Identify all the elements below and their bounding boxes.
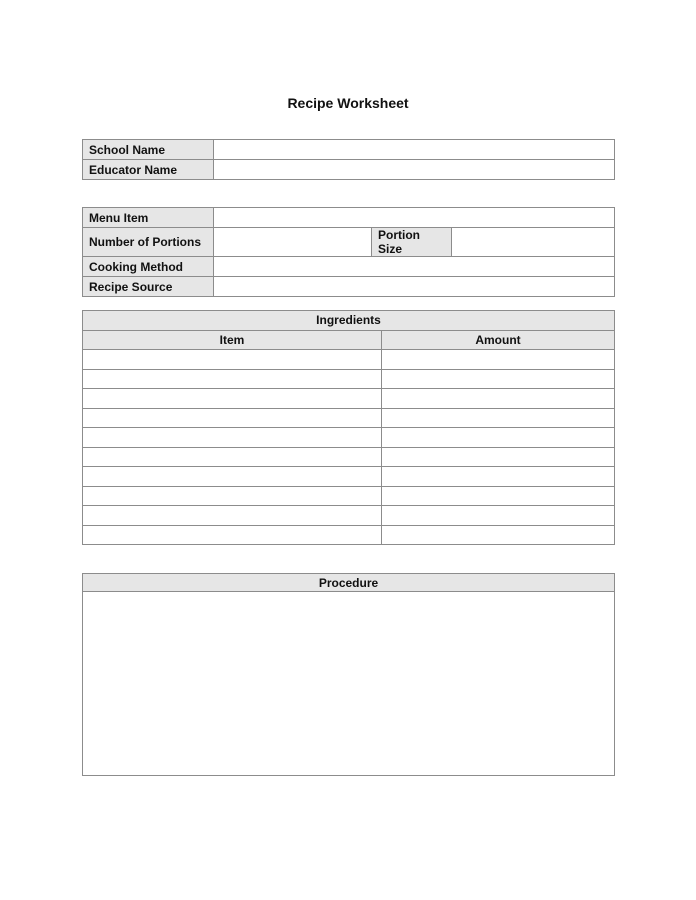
ingredient-item-cell[interactable] xyxy=(83,408,382,428)
ingredient-item-cell[interactable] xyxy=(83,525,382,545)
table-row xyxy=(83,428,615,448)
table-row xyxy=(83,447,615,467)
number-of-portions-field[interactable] xyxy=(214,228,372,257)
page-title: Recipe Worksheet xyxy=(287,95,409,111)
school-name-field[interactable] xyxy=(214,140,615,160)
educator-name-field[interactable] xyxy=(214,160,615,180)
portion-size-label: Portion Size xyxy=(372,228,452,257)
recipe-source-row xyxy=(83,277,615,297)
ingredient-amount-cell[interactable] xyxy=(382,408,615,428)
menu-item-field[interactable] xyxy=(214,208,615,228)
ingredient-amount-cell[interactable] xyxy=(382,428,615,448)
table-row xyxy=(83,369,615,389)
column-header-amount: Amount xyxy=(382,330,615,350)
ingredient-item-cell[interactable] xyxy=(83,447,382,467)
educator-name-label: Educator Name xyxy=(83,160,214,180)
ingredient-item-cell[interactable] xyxy=(83,350,382,370)
educator-name-row xyxy=(83,160,615,180)
ingredient-amount-cell[interactable] xyxy=(382,350,615,370)
portions-row xyxy=(83,228,615,257)
cooking-method-label: Cooking Method xyxy=(83,257,214,277)
procedure-field[interactable] xyxy=(83,592,615,776)
table-row xyxy=(83,506,615,526)
school-info-table xyxy=(82,139,615,180)
procedure-table xyxy=(82,573,615,776)
recipe-info-table xyxy=(82,207,615,297)
recipe-source-field[interactable] xyxy=(214,277,615,297)
ingredient-amount-cell[interactable] xyxy=(382,486,615,506)
menu-item-label: Menu Item xyxy=(83,208,214,228)
table-row xyxy=(83,486,615,506)
ingredient-amount-cell[interactable] xyxy=(382,506,615,526)
ingredients-title: Ingredients xyxy=(83,311,615,331)
ingredient-amount-cell[interactable] xyxy=(382,389,615,409)
ingredient-item-cell[interactable] xyxy=(83,486,382,506)
column-header-item: Item xyxy=(83,330,382,350)
portion-size-field[interactable] xyxy=(452,228,615,257)
table-row xyxy=(83,389,615,409)
table-row xyxy=(83,525,615,545)
table-row xyxy=(83,467,615,487)
ingredient-amount-cell[interactable] xyxy=(382,447,615,467)
table-row xyxy=(83,350,615,370)
cooking-method-row xyxy=(83,257,615,277)
school-name-row xyxy=(83,140,615,160)
menu-item-row xyxy=(83,208,615,228)
ingredient-item-cell[interactable] xyxy=(83,467,382,487)
ingredients-table xyxy=(82,310,615,545)
ingredient-item-cell[interactable] xyxy=(83,428,382,448)
ingredient-amount-cell[interactable] xyxy=(382,369,615,389)
ingredient-amount-cell[interactable] xyxy=(382,467,615,487)
recipe-source-label: Recipe Source xyxy=(83,277,214,297)
ingredient-item-cell[interactable] xyxy=(83,506,382,526)
ingredient-item-cell[interactable] xyxy=(83,389,382,409)
number-of-portions-label: Number of Portions xyxy=(83,228,214,257)
table-row xyxy=(83,408,615,428)
ingredient-item-cell[interactable] xyxy=(83,369,382,389)
procedure-title: Procedure xyxy=(83,574,615,592)
cooking-method-field[interactable] xyxy=(214,257,615,277)
school-name-label: School Name xyxy=(83,140,214,160)
ingredient-amount-cell[interactable] xyxy=(382,525,615,545)
